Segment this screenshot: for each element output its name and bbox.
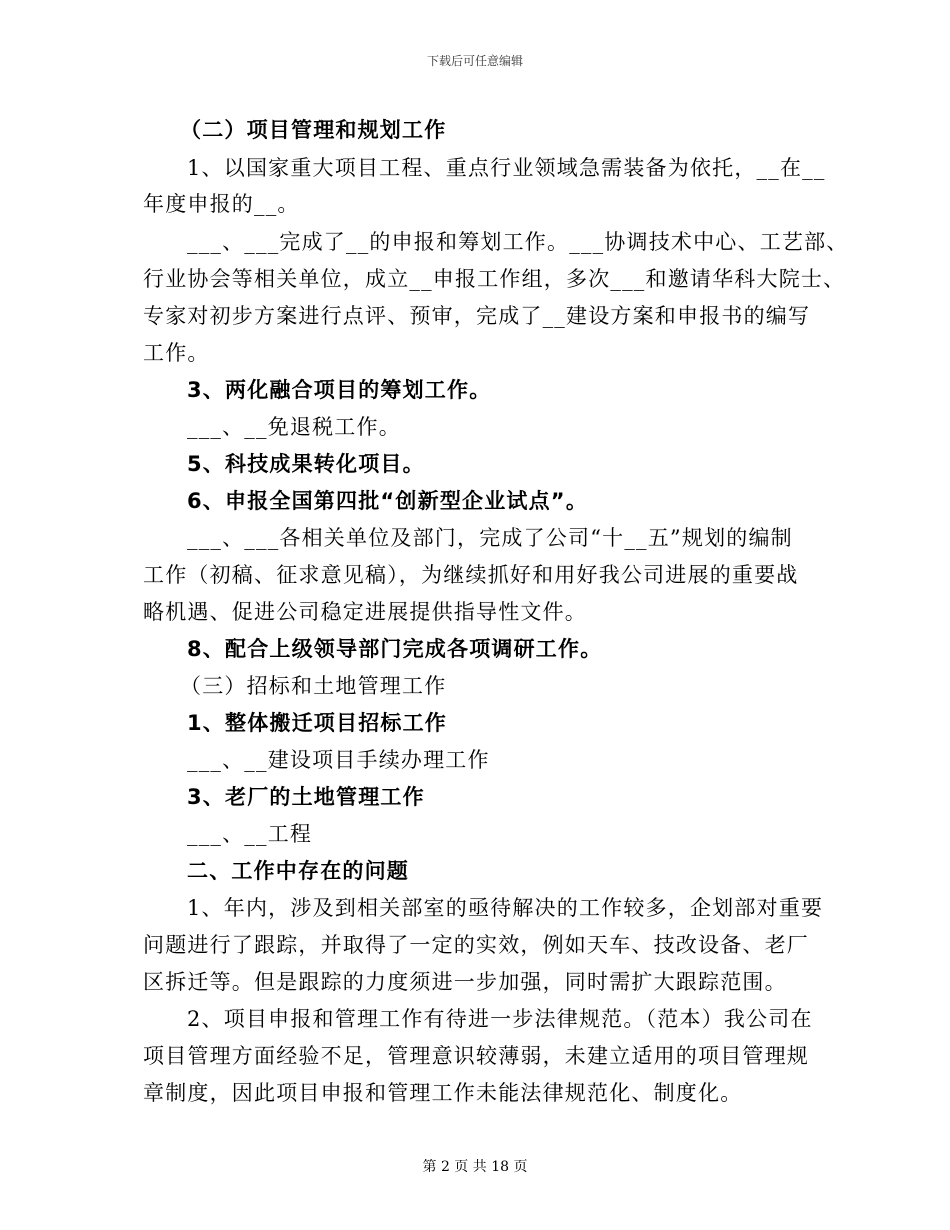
- subheading: 1、整体搬迁项目招标工作: [187, 711, 448, 735]
- paragraph-line: 问题进行了跟踪，并取得了一定的实效，例如天车、技改设备、老厂: [143, 933, 809, 957]
- paragraph-line: 专家对初步方案进行点评、预审，完成了__建设方案和申报书的编写: [143, 304, 811, 328]
- subheading: 5、科技成果转化项目。: [187, 452, 425, 476]
- page-header: 下载后可任意编辑: [426, 54, 523, 68]
- paragraph-line: ___、__免退税工作。: [187, 415, 401, 439]
- paragraph-line: 1、年内，涉及到相关部室的亟待解决的工作较多，企划部对重要: [187, 896, 824, 920]
- subheading: 8、配合上级领导部门完成各项调研工作。: [187, 637, 603, 661]
- paragraph-line: 章制度，因此项目申报和管理工作未能法律规范化、制度化。: [143, 1081, 743, 1105]
- paragraph-line: 1、以国家重大项目工程、重点行业领域急需装备为依托，__在__: [187, 156, 826, 180]
- subheading: 6、申报全国第四批“创新型企业试点”。: [187, 489, 589, 513]
- paragraph-line: ___、___完成了__的申报和筹划工作。___协调技术中心、工艺部、: [187, 230, 849, 254]
- paragraph-line: ___、___各相关单位及部门，完成了公司“十__五”规划的编制: [187, 526, 793, 550]
- subheading: 3、老厂的土地管理工作: [187, 785, 425, 809]
- subheading: 3、两化融合项目的筹划工作。: [187, 378, 492, 402]
- paragraph-line: 年度申报的__。: [143, 192, 300, 216]
- page-footer: 第 2 页 共 18 页: [422, 1159, 528, 1175]
- section-heading-bidding-land: （三）招标和土地管理工作: [180, 674, 447, 698]
- paragraph-line: ___、__建设项目手续办理工作: [187, 748, 490, 772]
- paragraph-line: 工作（初稿、征求意见稿），为继续抓好和用好我公司进展的重要战: [143, 563, 799, 587]
- paragraph-line: ___、__工程: [187, 822, 313, 846]
- paragraph-line: 项目管理方面经验不足，管理意识较薄弱，未建立适用的项目管理规: [143, 1044, 809, 1068]
- section-heading-project-management: （二）项目管理和规划工作: [180, 118, 447, 142]
- section-heading-problems: 二、工作中存在的问题: [187, 859, 409, 883]
- paragraph-line: 工作。: [143, 341, 210, 365]
- paragraph-line: 2、项目申报和管理工作有待进一步法律规范。（范本）我公司在: [187, 1007, 813, 1031]
- paragraph-line: 行业协会等相关单位，成立__申报工作组，多次___和邀请华科大院士、: [143, 267, 846, 291]
- paragraph-line: 区拆迁等。但是跟踪的力度须进一步加强，同时需扩大跟踪范围。: [143, 970, 787, 994]
- paragraph-line: 略机遇、促进公司稳定进展提供指导性文件。: [143, 600, 587, 624]
